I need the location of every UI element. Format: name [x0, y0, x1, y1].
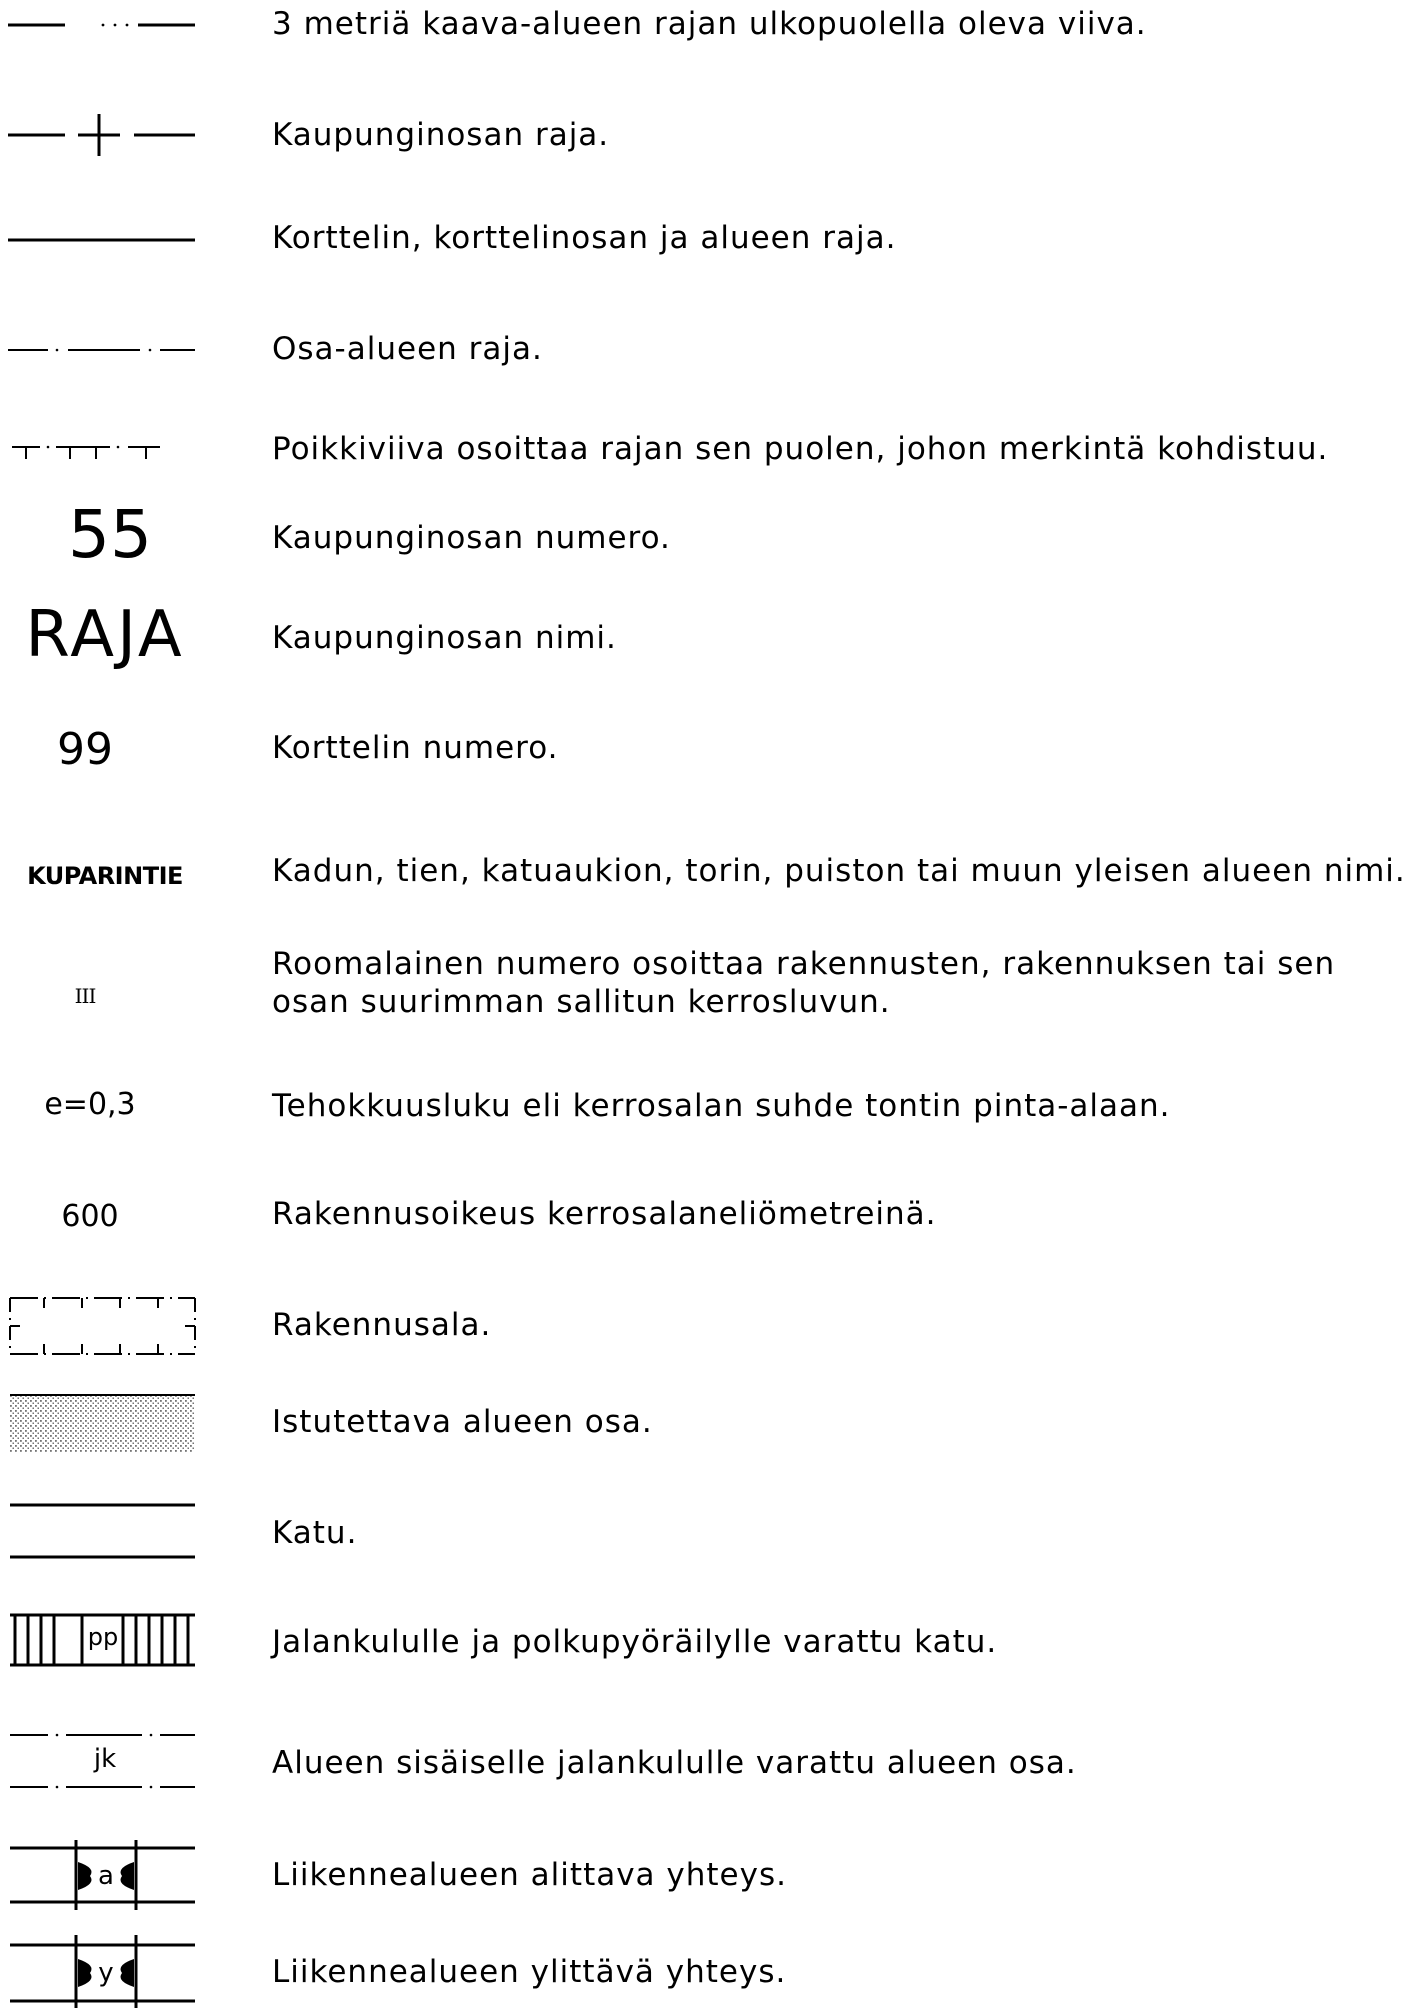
legend-description: Tehokkuusluku eli kerrosalan suhde tontin pinta-alaan. — [272, 1088, 1171, 1124]
legend-description: Roomalainen numero osoittaa rakennusten, rakennuksen tai sen osan suurimman sallitun kerrosluvun. — [272, 946, 1336, 1020]
overpass-label: y — [98, 1958, 114, 1988]
legend-description: Katu. — [272, 1515, 358, 1551]
building-area-frame-symbol — [0, 1290, 200, 1360]
district-name-symbol: RAJA — [25, 598, 185, 672]
pedestrian-cycle-street-label: pp — [87, 1623, 119, 1651]
legend-description: Korttelin numero. — [272, 730, 559, 766]
legend-description: Poikkiviiva osoittaa rajan sen puolen, johon merkintä kohdistuu. — [272, 431, 1329, 467]
block-number-symbol: 99 — [57, 724, 113, 775]
legend-description: Kaupunginosan numero. — [272, 520, 671, 556]
district-boundary-line-symbol — [0, 110, 200, 160]
legend-description: 3 metriä kaava-alueen rajan ulkopuolella oleva viiva. — [272, 6, 1147, 42]
dotted-boundary-line-symbol — [0, 0, 200, 50]
legend-description: Rakennusoikeus kerrosalaneliömetreinä. — [272, 1196, 937, 1232]
block-boundary-line-symbol — [0, 215, 200, 265]
planting-area-pattern-symbol — [0, 1385, 200, 1460]
building-right-symbol: 600 — [61, 1199, 119, 1234]
legend-description: Liikennealueen ylittävä yhteys. — [272, 1954, 787, 1990]
legend-description: Kaupunginosan nimi. — [272, 620, 617, 656]
legend-description: Liikennealueen alittava yhteys. — [272, 1857, 787, 1893]
efficiency-symbol: e=0,3 — [44, 1087, 136, 1122]
street-double-line-symbol — [0, 1495, 200, 1565]
floor-count-symbol: III — [74, 984, 96, 1008]
boundary-side-tick-line-symbol — [0, 425, 200, 475]
legend-description: Rakennusala. — [272, 1307, 492, 1343]
legend-description: Alueen sisäiselle jalankululle varattu alueen osa. — [272, 1745, 1077, 1781]
legend-description: Jalankululle ja polkupyöräilylle varattu katu. — [272, 1624, 998, 1660]
legend-description: Kadun, tien, katuaukion, torin, puiston tai muun yleisen alueen nimi. — [272, 853, 1406, 889]
underpass-label: a — [98, 1861, 114, 1891]
sub-area-boundary-line-symbol — [0, 325, 200, 375]
legend-description: Osa-alueen raja. — [272, 331, 543, 367]
legend-description: Kaupunginosan raja. — [272, 117, 610, 153]
internal-walkway-label: jk — [93, 1744, 117, 1774]
legend-description: Istutettava alueen osa. — [272, 1404, 653, 1440]
district-number-symbol: 55 — [68, 496, 152, 573]
street-name-symbol: KUPARINTIE — [27, 862, 183, 890]
legend-description: Korttelin, korttelinosan ja alueen raja. — [272, 220, 897, 256]
